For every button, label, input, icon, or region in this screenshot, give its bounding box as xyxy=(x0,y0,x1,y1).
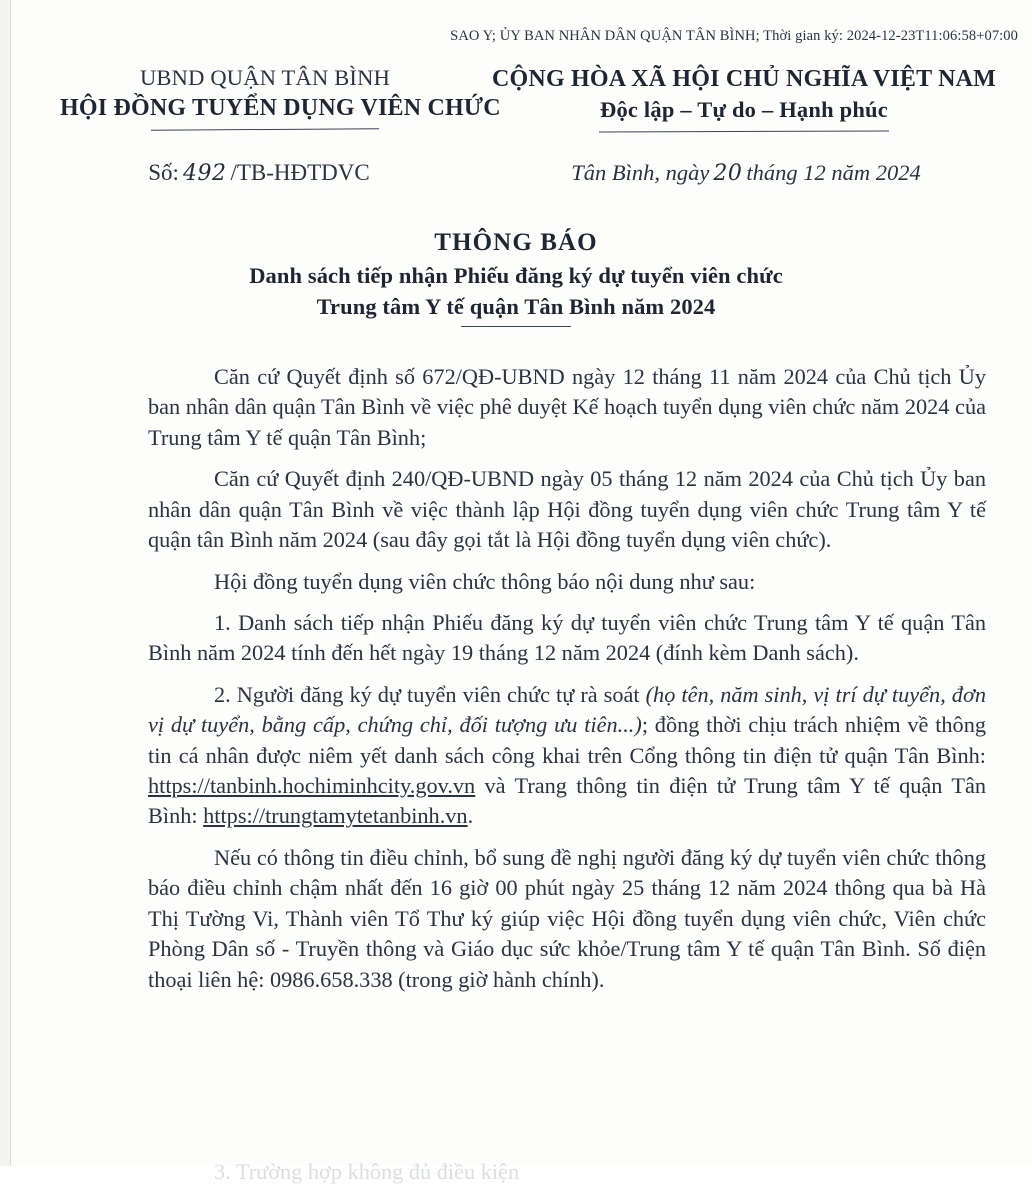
clipped-next-line: 3. Trường hợp không đủ điều kiện xyxy=(214,1159,520,1184)
document-header xyxy=(0,64,1032,132)
digital-signature-stamp: SAO Y; ỦY BAN NHÂN DÂN QUẬN TÂN BÌNH; Thời gian ký: 2024-12-23T11:06:58+07:00 xyxy=(450,28,1018,44)
national-title: CỘNG HÒA XÃ HỘI CHỦ NGHĨA VIỆT NAM xyxy=(492,66,996,92)
document-number-suffix: /TB-HĐTDVC xyxy=(230,160,370,185)
issuing-authority-line1: UBND QUẬN TÂN BÌNH xyxy=(139,65,391,90)
title-block xyxy=(0,226,1032,327)
item2-italic-note: (họ tên, năm sinh, vị trí dự tuyển, đơn vị dự tuyển, bằng cấp, chứng chỉ, đối tượng ưu tiên...) xyxy=(148,681,986,738)
place-and-date xyxy=(470,160,1032,186)
health-center-url-link[interactable]: https://trungtamytetanbinh.vn xyxy=(203,803,468,829)
page-title: THÔNG BÁO xyxy=(434,229,598,256)
item2-text-part1: 2. Người đăng ký dự tuyển viên chức tự rà soát xyxy=(214,681,646,707)
portal-url-link[interactable]: https://tanbinh.hochiminhcity.gov.vn xyxy=(148,773,476,799)
header-underline-left xyxy=(151,128,379,130)
document-number-prefix: Số: xyxy=(148,160,179,185)
item2-text-part3: và Trang thông tin điện tử Trung tâm Y tế quận Tân Bình: xyxy=(148,773,986,829)
place-date-prefix: Tân Bình, ngày xyxy=(571,160,710,185)
number-and-date-row xyxy=(0,160,1032,186)
document-number-handwritten: 492 xyxy=(182,161,227,186)
issuing-authority-line2: HỘI ĐỒNG TUYỂN DỤNG VIÊN CHỨC xyxy=(60,94,501,121)
paragraph-basis-1: Căn cứ Quyết định số 672/QĐ-UBND ngày 12 tháng 11 năm 2024 của Chủ tịch Ủy ban nhân dân quận Tân Bình về việc phê duyệt Kế hoạch tuyển dụng viên chức năm 2024 của Trung tâm Y tế quận Tân Bình; xyxy=(148,364,986,450)
title-subtitle-line1: Danh sách tiếp nhận Phiếu đăng ký dự tuyển viên chức xyxy=(249,262,783,288)
title-underline xyxy=(461,326,571,327)
day-handwritten: 20 xyxy=(713,161,743,186)
paragraph-item-2 xyxy=(148,680,986,832)
item2-text-part2: ; đồng thời chịu trách nhiệm về thông tin cá nhân được niêm yết danh sách công khai trên Cổng thông tin điện tử quận Tân Bình: xyxy=(148,712,986,768)
item2-text-part4: . xyxy=(467,803,474,829)
header-underline-right xyxy=(599,130,889,132)
paragraph-announcement-intro: Hội đồng tuyển dụng viên chức thông báo nội dung như sau: xyxy=(214,568,756,594)
national-motto: Độc lập – Tự do – Hạnh phúc xyxy=(600,97,888,123)
document-body xyxy=(148,362,986,1006)
document-number xyxy=(0,160,470,186)
title-subtitle-line2: Trung tâm Y tế quận Tân Bình năm 2024 xyxy=(316,293,716,319)
month-year: tháng 12 năm 2024 xyxy=(746,160,921,185)
paragraph-basis-2: Căn cứ Quyết định 240/QĐ-UBND ngày 05 tháng 12 năm 2024 của Chủ tịch Ủy ban nhân dân quận Tân Bình về việc thành lập Hội đồng tuyển dụng viên chức Trung tâm Y tế quận tân Bình năm 2024 (sau đây gọi tắt là Hội đồng tuyển dụng viên chức). xyxy=(148,466,986,553)
issuing-authority-block xyxy=(0,64,501,130)
paragraph-correction-notice: Nếu có thông tin điều chỉnh, bổ sung đề nghị người đăng ký dự tuyển viên chức thông báo điều chỉnh chậm nhất đến 16 giờ 00 phút ngày 25 tháng 12 năm 2024 thông qua bà Hà Thị Tường Vi, Thành viên Tổ Thư ký giúp việc Hội đồng tuyển dụng viên chức, Viên chức Phòng Dân số - Truyền thông và Giáo dục sức khỏe/Trung tâm Y tế quận Tân Bình. Số điện thoại liên hệ: 0986.658.338 (trong giờ hành chính). xyxy=(148,844,986,992)
national-heading-block xyxy=(470,64,1032,132)
paragraph-item-1: 1. Danh sách tiếp nhận Phiếu đăng ký dự tuyển viên chức Trung tâm Y tế quận Tân Bình năm 2024 tính đến hết ngày 19 tháng 12 năm 2024 (đính kèm Danh sách). xyxy=(148,609,986,666)
